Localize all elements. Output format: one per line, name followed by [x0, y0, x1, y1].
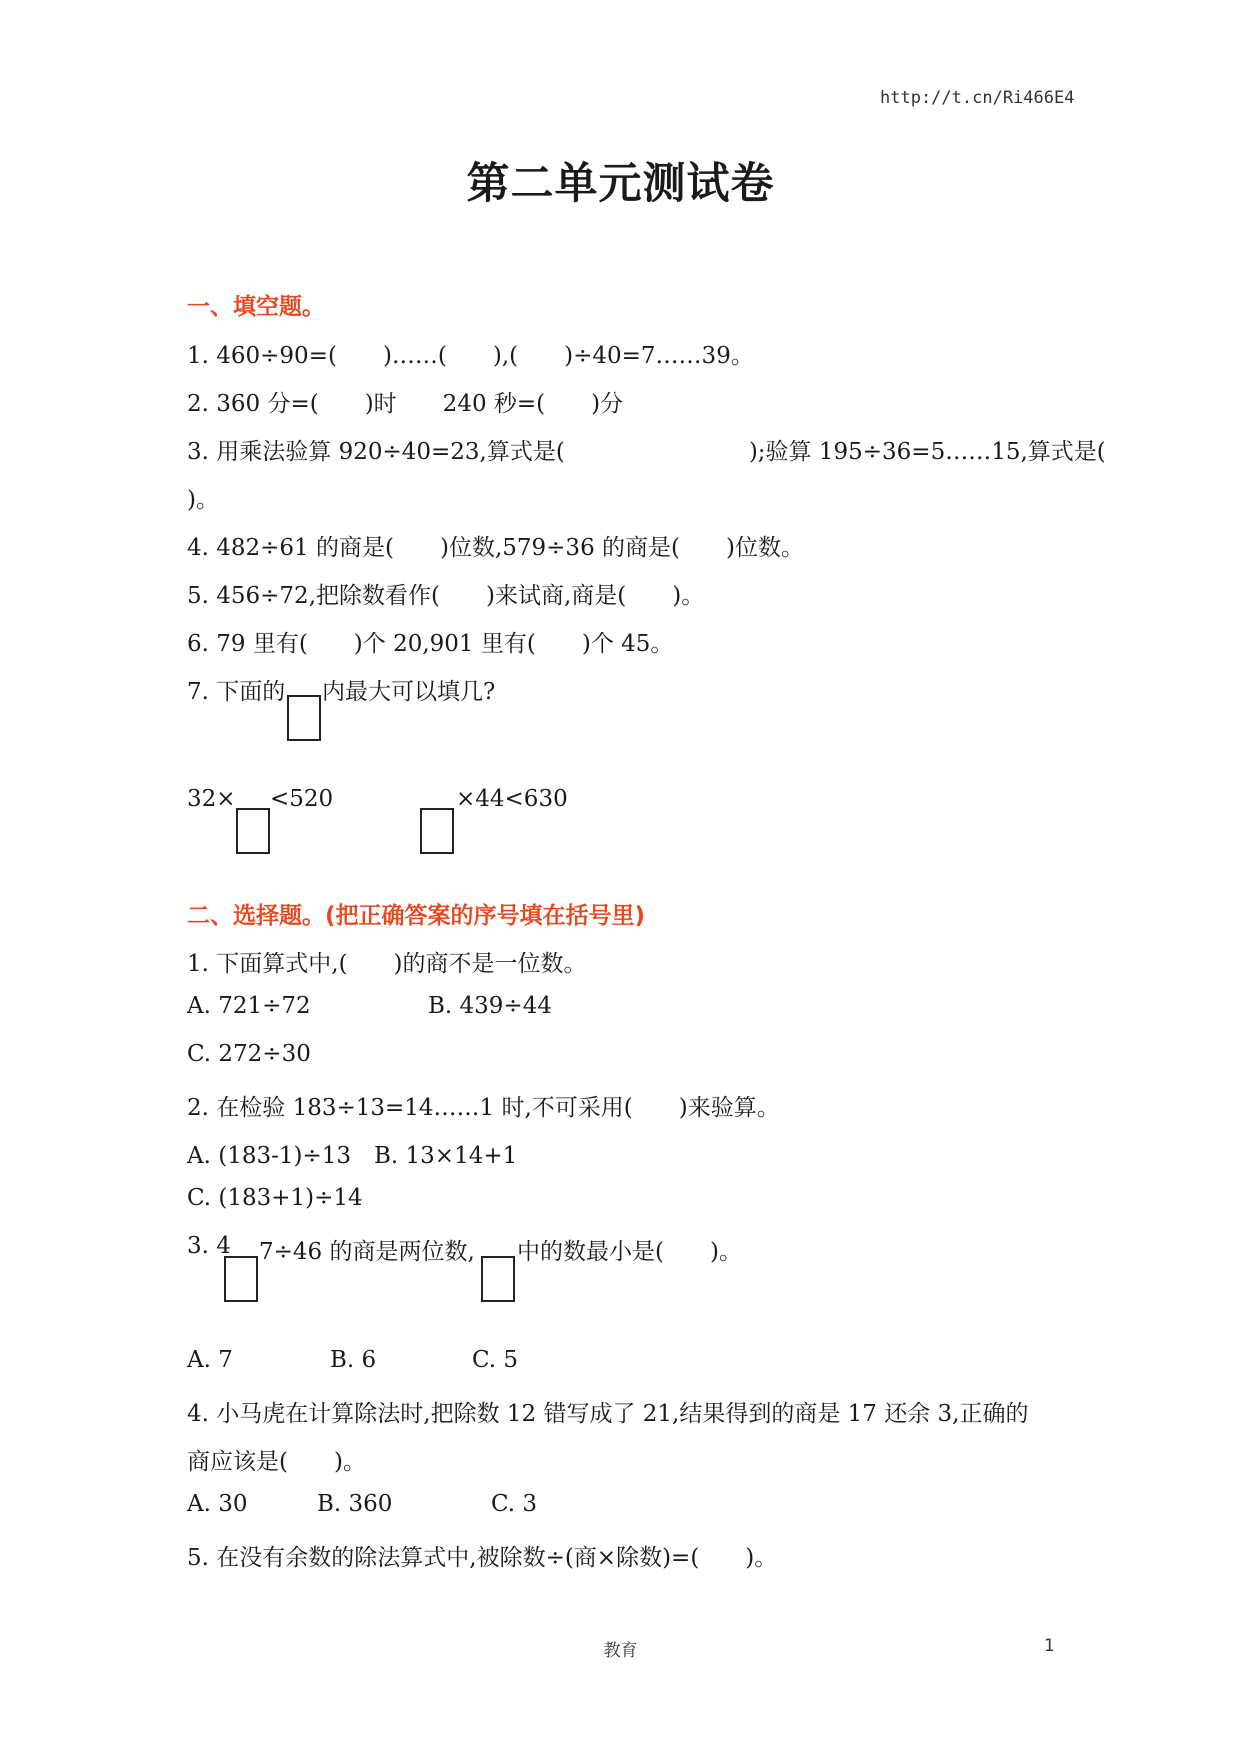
choice-q3-option-b: B. 6 — [330, 1347, 377, 1373]
answer-box — [481, 1256, 515, 1302]
choice-q2-options-ab: A. (183-1)÷13 B. 13×14+1 — [187, 1143, 518, 1169]
fill-q7-expr1-right: <520 — [270, 786, 334, 812]
fill-q1: 1. 460÷90=( )……( ),( )÷40=7……39。 — [187, 343, 754, 369]
fill-q3-line2: )。 — [187, 487, 219, 513]
answer-box — [287, 695, 321, 741]
choice-q4-line1: 4. 小马虎在计算除法时,把除数 12 错写成了 21,结果得到的商是 17 还余 3,正确的 — [187, 1401, 1029, 1427]
page-title: 第二单元测试卷 — [466, 159, 775, 209]
choice-q4-option-b: B. 360 — [317, 1491, 393, 1517]
fill-q7-suffix: 内最大可以填几? — [322, 679, 496, 705]
choice-q3-option-a: A. 7 — [187, 1347, 233, 1373]
answer-box — [236, 808, 270, 854]
choice-q1-option-b: B. 439÷44 — [428, 993, 552, 1019]
source-url: http://t.cn/Ri466E4 — [880, 88, 1075, 108]
choice-q3-prefix: 3. 4 — [187, 1233, 231, 1259]
answer-box — [420, 808, 454, 854]
choice-q4-line2: 商应该是( )。 — [187, 1449, 366, 1475]
page-number: 1 — [1044, 1636, 1055, 1656]
choice-q1-option-a: A. 721÷72 — [187, 993, 311, 1019]
choice-q2-option-c: C. (183+1)÷14 — [187, 1185, 363, 1211]
fill-q3-line1: 3. 用乘法验算 920÷40=23,算式是( );验算 195÷36=5……15,算式是( — [187, 439, 1106, 465]
answer-box — [224, 1256, 258, 1302]
choice-q5: 5. 在没有余数的除法算式中,被除数÷(商×除数)=( )。 — [187, 1545, 778, 1571]
choice-q3-suffix: 中的数最小是( )。 — [517, 1239, 742, 1265]
choice-q1-option-c: C. 272÷30 — [187, 1041, 311, 1067]
fill-q4: 4. 482÷61 的商是( )位数,579÷36 的商是( )位数。 — [187, 535, 804, 561]
fill-q6: 6. 79 里有( )个 20,901 里有( )个 45。 — [187, 631, 674, 657]
choice-q3-option-c: C. 5 — [472, 1347, 519, 1373]
fill-q2: 2. 360 分=( )时 240 秒=( )分 — [187, 391, 624, 417]
section-choice-heading: 二、选择题。(把正确答案的序号填在括号里) — [187, 903, 646, 929]
choice-q4-option-c: C. 3 — [491, 1491, 538, 1517]
choice-q4-option-a: A. 30 — [187, 1491, 248, 1517]
fill-q5: 5. 456÷72,把除数看作( )来试商,商是( )。 — [187, 583, 705, 609]
choice-q2: 2. 在检验 183÷13=14……1 时,不可采用( )来验算。 — [187, 1095, 780, 1121]
choice-q3-middle: 7÷46 的商是两位数, — [259, 1239, 475, 1265]
fill-q7-expr2-right: ×44<630 — [456, 786, 568, 812]
footer-label: 教育 — [603, 1641, 638, 1661]
choice-q1: 1. 下面算式中,( )的商不是一位数。 — [187, 951, 587, 977]
section-fill-blank-heading: 一、填空题。 — [187, 294, 325, 320]
fill-q7-expr1-left: 32× — [187, 786, 236, 812]
fill-q7-prefix: 7. 下面的 — [187, 679, 286, 705]
